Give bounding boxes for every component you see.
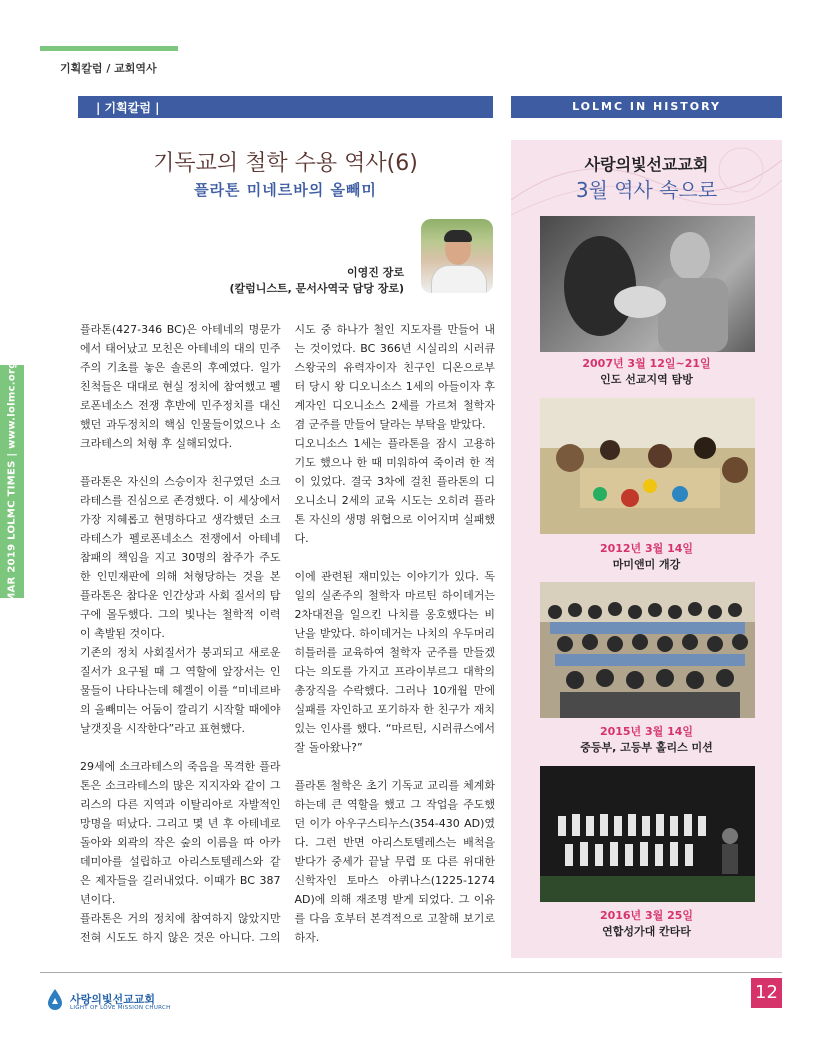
article-paragraph: 플라톤은 거의 정치에 참여하지 않았지만 전혀 시도도 하지 않은 것은 아니다. 그의 시도 중 하나가 철인 지도자를 만들어 내는 것이었다. BC 366년 시실리의 시러큐스왕국의 유력자이자 친구인 디온으로부터 당시 왕 디오니소스 1세의 아들이자 후계자인 디오니소스 2세를 가르쳐 철학자 겸 군주를 만들어 달라는 부탁을 받았다. xyxy=(80,323,495,944)
history-bar xyxy=(511,96,782,118)
article-paragraph: 이에 관련된 재미있는 이야기가 있다. 독일의 실존주의 철학자 마르틴 하이데거는 2차대전을 일으킨 나치를 옹호했다는 비난을 받았다. 하이데거는 나치의 우두머리 히틀러를 교육하여 철학자 군주를 만들겠다는 의도를 가지고 프라이부르그 대학의 총장직을 수락했다. 그러나 10개월 만에 실패를 자인하고 포기하자 한 친구가 재치 있는 인사를 했다. “마르틴, 시러큐스에서 잘 돌아왔나?” xyxy=(294,570,495,754)
history-photo-india xyxy=(540,216,755,352)
footer-logo-name: 사랑의빛선교교회 xyxy=(70,993,156,1006)
history-date: 2016년 3월 25일 xyxy=(599,909,694,922)
author-name: 이영진 장로 xyxy=(347,266,404,279)
history-headline: 3월 역사 속으로 xyxy=(575,178,718,202)
top-accent-rule xyxy=(40,46,178,51)
article-title: 기독교의 철학 수용 역사(6) xyxy=(153,151,418,176)
author-role: (칼럼니스트, 문서사역국 담당 장로) xyxy=(229,282,404,295)
footer-rule xyxy=(40,972,782,973)
history-bar-label: LOLMC IN HISTORY xyxy=(572,100,721,113)
history-photo-mommy-and-me xyxy=(540,398,755,534)
history-church-name: 사랑의빛선교교회 xyxy=(584,155,709,174)
history-date: 2015년 3월 14일 xyxy=(599,725,694,738)
article-paragraph: 플라톤은 자신의 스승이자 친구였던 소크라테스를 진심으로 존경했다. 이 세상에서 가장 지혜롭고 현명하다고 생각했던 소크라테스가 펠로폰네소스 전쟁에서 아테네 참패의 책임을 지고 30명의 참주가 주도한 인민재판에 의해 처형당하는 것을 본 플라톤은 참다운 인간상과 사회 질서의 탐구에 몰두했다. 그의 빛나는 철학적 이력이 촉발된 것이다. xyxy=(80,475,281,640)
author-photo xyxy=(421,219,493,293)
footer-logo-subtitle: LIGHT OF LOVE MISSION CHURCH xyxy=(70,1005,171,1011)
history-caption: 연합성가대 칸타타 xyxy=(602,925,691,938)
history-caption: 인도 선교지역 탐방 xyxy=(600,373,693,386)
article-paragraph: 플라톤 철학은 초기 기독교 교리를 체계화하는데 큰 역할을 했고 그 작업을 주도했던 이가 아우구스티누스(354-430 AD)였다. 그런 반면 아리스토텔레스는 배척을 받다가 중세가 끝날 무렵 또 다른 위대한 신학자인 토마스 아퀴나스(1225-1274 AD)에 의해 재조명 받게 되었다. 그 이유를 다음 호부터 본격적으로 고찰해 보기로 하자. xyxy=(294,779,495,944)
history-date: 2012년 3월 14일 xyxy=(599,542,694,555)
history-caption: 마미앤미 개강 xyxy=(612,558,681,571)
church-logo-icon xyxy=(44,988,66,1010)
section-tag: 기획칼럼 / 교회역사 xyxy=(60,62,157,75)
history-caption: 중등부, 고등부 홀리스 미션 xyxy=(580,741,713,754)
history-photo-youth-group xyxy=(540,582,755,718)
page-number: 12 xyxy=(751,978,782,1008)
history-date: 2007년 3월 12일~21일 xyxy=(582,357,711,370)
article-paragraph: 플라톤(427-346 BC)은 아테네의 명문가에서 태어났고 모친은 아테네의 대의 민주주의 기초를 놓은 솔론의 후예였다. 일가친척들은 대대로 현실 정치에 참여했고 펠로폰네소스 전쟁 후반에 민주정치를 대신했던 과두정치의 핵심 인물들이었으나 소크라테스의 처형 후 실해되었다. xyxy=(80,323,281,450)
article-paragraph: 29세에 소크라테스의 죽음을 목격한 플라톤은 소크라테스의 많은 지지자와 같이 그리스의 다른 지역과 이탈리아로 자발적인 망명을 떠났다. 그리고 몇 년 후 아테네로 돌아와 외곽의 작은 숲의 이름을 따 아카데미아를 설립하고 아리스토텔레스와 같은 제자들을 길러내었다. 이때가 BC 387년이다. xyxy=(80,760,281,906)
article-paragraph: 디오니소스 1세는 플라톤을 잠시 고용하기도 했으나 한 때 미워하여 죽이려 한 적이 있었다. 결국 3차에 걸친 플라톤의 디오니소니 2세의 교육 시도는 오히려 플라톤 자신의 생명 위협으로 이어지며 실패했다. xyxy=(294,437,495,545)
history-photo-choir xyxy=(540,766,755,902)
column-category-bar xyxy=(78,96,493,118)
article-body xyxy=(80,320,495,960)
article-subtitle: 플라톤 미네르바의 올빼미 xyxy=(194,181,377,199)
side-label: MAR 2019 LOLMC TIMES | www.lolmc.org xyxy=(6,361,18,603)
column-category-label: | 기획칼럼 | xyxy=(96,101,160,115)
article-paragraph: 기존의 정치 사회질서가 붕괴되고 새로운 질서가 요구될 때 그 역할에 앞장서는 인물들이 나타나는데 헤겔이 이를 “미네르바의 올빼미는 어둠이 깔리기 시작할 때에야 날갯짓을 시작한다”라고 표현했다. xyxy=(80,646,281,735)
